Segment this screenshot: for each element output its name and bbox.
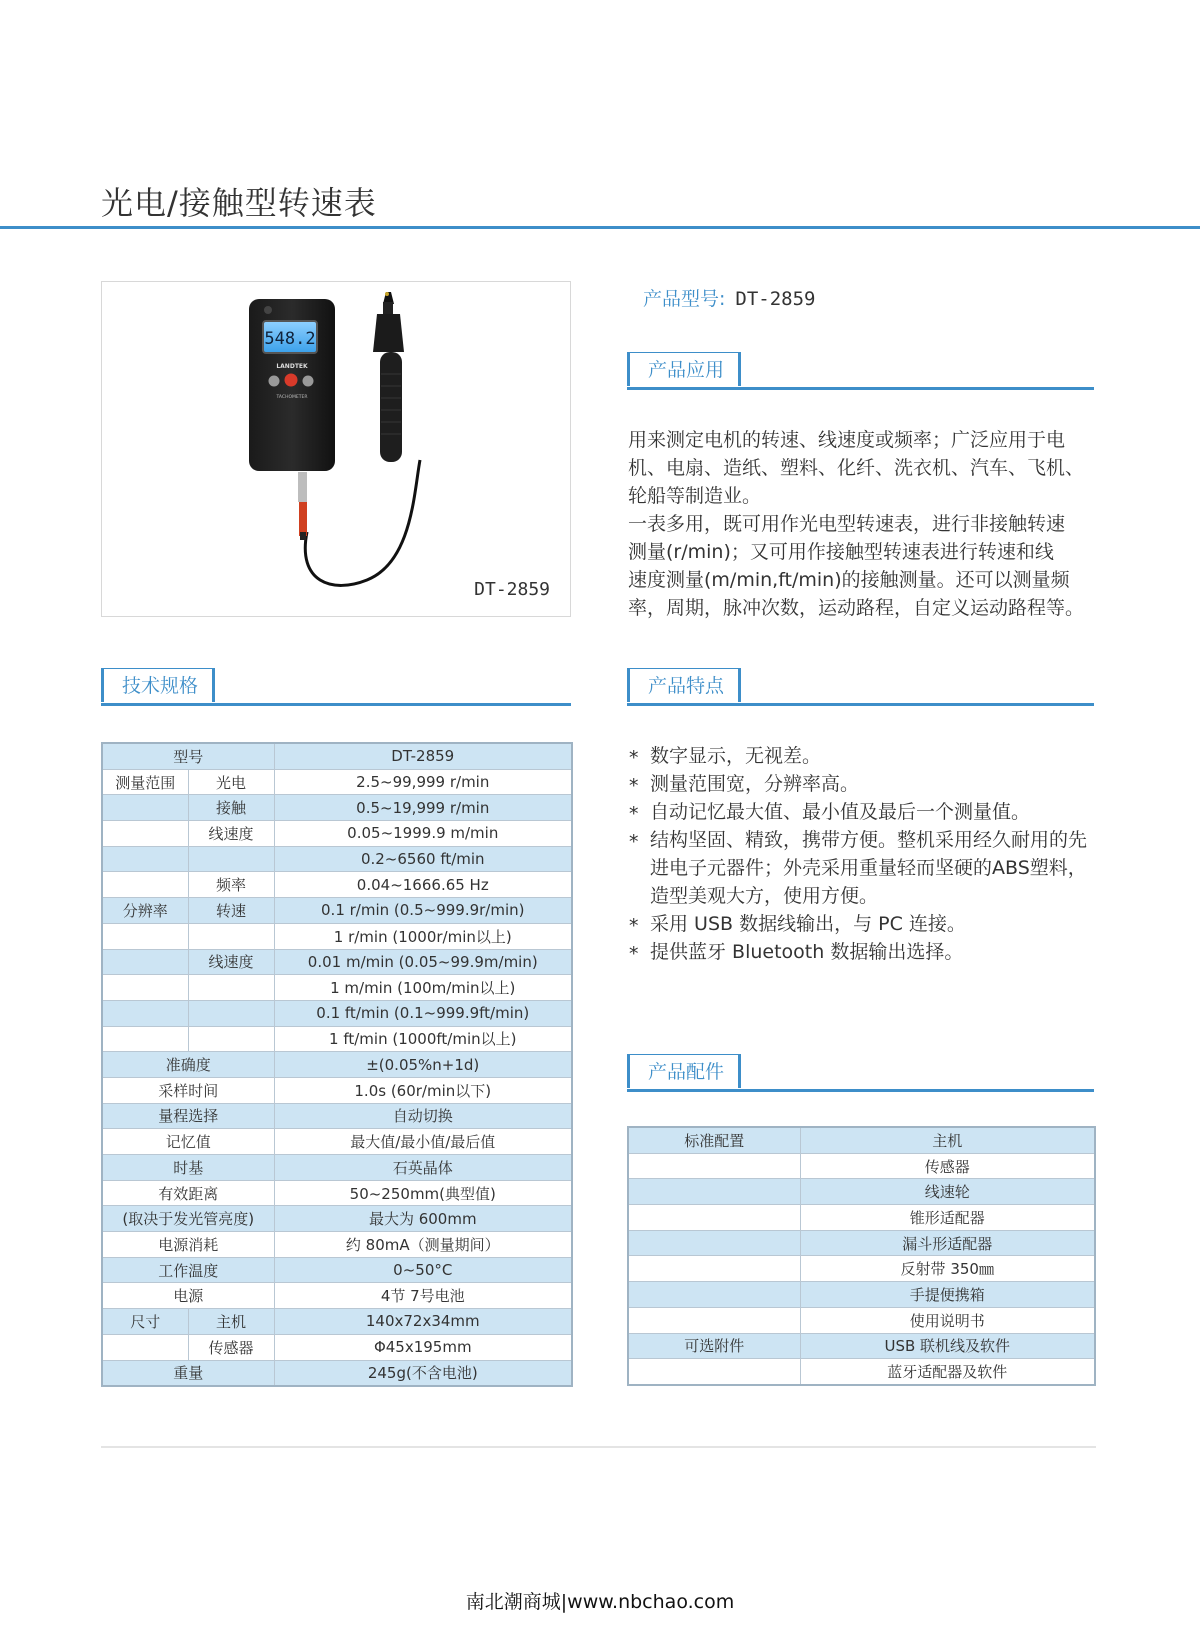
table-row [102,872,572,898]
table-row [102,821,572,847]
table-row [102,1334,572,1360]
table-row [628,1307,1095,1333]
spec-value: 0~50°C [274,1257,572,1283]
feature-line: * 结构坚固、精致，携带方便。整机采用经久耐用的先 [650,829,1088,851]
feature-line: * 提供蓝牙 Bluetooth 数据输出选择。 [650,941,964,963]
table-row [102,743,572,769]
model-line [643,284,815,311]
spec-value: Φ45x195mm [274,1334,572,1360]
spec-group: 尺寸 [102,1309,188,1335]
spec-label: 记忆值 [102,1129,274,1155]
spec-value: 1 m/min (100m/min以上) [274,975,572,1001]
table-row [102,1000,572,1026]
device-label: TACHOMETER [276,395,308,400]
spec-label: 电源消耗 [102,1232,274,1258]
table-row [628,1282,1095,1308]
table-row [102,1052,572,1078]
accessory-group-empty [628,1179,800,1205]
table-row [628,1127,1095,1153]
spec-sub [188,1000,274,1026]
spec-group-empty [102,1334,188,1360]
spec-sub: 传感器 [188,1334,274,1360]
spec-value: 最大值/最小值/最后值 [274,1129,572,1155]
spec-label: (取决于发光管亮度) [102,1206,274,1232]
table-row [102,949,572,975]
accessory-group-empty [628,1256,800,1282]
section-specs [101,668,571,706]
accessory-item: 漏斗形适配器 [800,1230,1095,1256]
accessory-item: 反射带 350㎜ [800,1256,1095,1282]
accessory-item: 使用说明书 [800,1307,1095,1333]
spec-value: 140x72x34mm [274,1309,572,1335]
spec-group-empty [102,975,188,1001]
accessory-table [627,1126,1096,1386]
spec-value: 1 ft/min (1000ft/min以上) [274,1026,572,1052]
spec-value: 最大为 600mm [274,1206,572,1232]
application-line: 一表多用，既可用作光电型转速表，进行非接触转速 [628,513,1066,535]
spec-group-empty [102,821,188,847]
spec-label: 准确度 [102,1052,274,1078]
section-accessories-title: 产品配件 [627,1054,741,1088]
feature-item [628,742,1108,770]
spec-group-empty [102,846,188,872]
table-row [102,1077,572,1103]
table-row [102,898,572,924]
spec-sub: 线速度 [188,821,274,847]
table-row [102,1155,572,1181]
spec-value: 0.1 r/min (0.5~999.9r/min) [274,898,572,924]
spec-value: 245g(不含电池) [274,1360,572,1386]
application-line: 用来测定电机的转速、线速度或频率；广泛应用于电 [628,429,1066,451]
application-line: 轮船等制造业。 [628,485,762,507]
spec-label: 时基 [102,1155,274,1181]
application-line: 速度测量(m/min,ft/min)的接触测量。还可以测量频 [628,569,1070,591]
lcd-reading: 548.2 [264,329,316,349]
accessory-item: 手提便携箱 [800,1282,1095,1308]
feature-line: * 自动记忆最大值、最小值及最后一个测量值。 [650,801,1031,823]
spec-sub [188,1026,274,1052]
feature-line: 造型美观大方，使用方便。 [650,885,879,907]
table-row [628,1153,1095,1179]
accessory-group-empty [628,1230,800,1256]
accessory-item: 线速轮 [800,1179,1095,1205]
accessory-group-empty [628,1307,800,1333]
spec-value: 4节 7号电池 [274,1283,572,1309]
spec-value: 约 80mA（测量期间） [274,1232,572,1258]
features-list [628,742,1108,966]
table-row [102,1309,572,1335]
table-row [628,1230,1095,1256]
page-title: 光电/接触型转速表 [101,184,377,222]
section-application [627,352,1094,390]
table-row [628,1333,1095,1359]
spec-sub [188,923,274,949]
feature-line: * 测量范围宽，分辨率高。 [650,773,860,795]
application-text [628,426,1108,622]
accessory-group-empty [628,1205,800,1231]
table-row [102,1026,572,1052]
table-row [102,846,572,872]
accessory-group-empty [628,1282,800,1308]
application-line: 机、电扇、造纸、塑料、化纤、洗衣机、汽车、飞机、 [628,457,1085,479]
section-features [627,668,1094,706]
spec-group: 测量范围 [102,769,188,795]
table-row [628,1256,1095,1282]
table-row [102,923,572,949]
product-photo [101,281,571,617]
spec-label: 有效距离 [102,1180,274,1206]
accessory-item: 锥形适配器 [800,1205,1095,1231]
spec-value: DT-2859 [274,743,572,769]
spec-label: 电源 [102,1283,274,1309]
feature-line: * 采用 USB 数据线输出，与 PC 连接。 [650,913,966,935]
spec-group-empty [102,1026,188,1052]
accessory-item: 传感器 [800,1153,1095,1179]
table-row [102,1232,572,1258]
model-label: 产品型号: [643,288,726,310]
accessory-group-empty [628,1359,800,1385]
spec-label: 工作温度 [102,1257,274,1283]
section-application-title: 产品应用 [627,352,741,386]
section-specs-title: 技术规格 [101,668,215,702]
table-row [102,795,572,821]
spec-sub [188,975,274,1001]
spec-sub: 主机 [188,1309,274,1335]
table-row [628,1205,1095,1231]
spec-value: 1.0s (60r/min以下) [274,1077,572,1103]
application-line: 率，周期，脉冲次数，运动路程，自定义运动路程等。 [628,597,1085,619]
spec-value: 0.5~19,999 r/min [274,795,572,821]
feature-item [628,938,1108,966]
spec-value: 0.1 ft/min (0.1~999.9ft/min) [274,1000,572,1026]
feature-item [628,770,1108,798]
spec-label: 重量 [102,1360,274,1386]
spec-group-empty [102,949,188,975]
feature-item [628,910,1108,938]
spec-sub: 线速度 [188,949,274,975]
table-row [628,1179,1095,1205]
table-row [102,1129,572,1155]
spec-label: 型号 [102,743,274,769]
feature-line: 进电子元器件；外壳采用重量轻而坚硬的ABS塑料， [650,857,1087,879]
table-row [102,1206,572,1232]
section-accessories [627,1054,1094,1092]
spec-value: 0.04~1666.65 Hz [274,872,572,898]
application-line: 测量(r/min)；又可用作接触型转速表进行转速和线 [628,541,1054,563]
spec-value: 2.5~99,999 r/min [274,769,572,795]
spec-value: 0.01 m/min (0.05~99.9m/min) [274,949,572,975]
table-row [102,975,572,1001]
table-row [102,1360,572,1386]
table-row [628,1359,1095,1385]
spec-sub: 接触 [188,795,274,821]
spec-value: 50~250mm(典型值) [274,1180,572,1206]
spec-sub: 转速 [188,898,274,924]
spec-value: 石英晶体 [274,1155,572,1181]
table-row [102,1283,572,1309]
accessory-group-empty [628,1153,800,1179]
title-rule [0,226,1200,229]
table-row [102,1257,572,1283]
spec-value: 1 r/min (1000r/min以上) [274,923,572,949]
feature-line: * 数字显示，无视差。 [650,745,822,767]
feature-item [628,826,1108,910]
spec-value: 0.2~6560 ft/min [274,846,572,872]
spec-label: 量程选择 [102,1103,274,1129]
accessory-item: 主机 [800,1127,1095,1153]
spec-group-empty [102,923,188,949]
table-row [102,1103,572,1129]
model-value: DT-2859 [735,288,816,310]
spec-group-empty [102,795,188,821]
photo-caption: DT-2859 [474,579,550,600]
bottom-rule [101,1446,1096,1448]
tachometer-illustration [102,282,570,616]
spec-value: 自动切换 [274,1103,572,1129]
spec-sub [188,846,274,872]
spec-value: ±(0.05%n+1d) [274,1052,572,1078]
accessory-item: 蓝牙适配器及软件 [800,1359,1095,1385]
spec-label: 采样时间 [102,1077,274,1103]
spec-value: 0.05~1999.9 m/min [274,821,572,847]
table-row [102,1180,572,1206]
accessory-item: USB 联机线及软件 [800,1333,1095,1359]
table-row [102,769,572,795]
footer: 南北潮商城|www.nbchao.com [465,1591,735,1613]
accessory-group: 标准配置 [628,1127,800,1153]
spec-group-empty [102,872,188,898]
spec-group-empty [102,1000,188,1026]
spec-group: 分辨率 [102,898,188,924]
section-features-title: 产品特点 [627,668,741,702]
brand-mark: LANDTEK [276,363,308,370]
spec-sub: 频率 [188,872,274,898]
accessory-group: 可选附件 [628,1333,800,1359]
spec-sub: 光电 [188,769,274,795]
feature-item [628,798,1108,826]
spec-table [101,742,573,1387]
